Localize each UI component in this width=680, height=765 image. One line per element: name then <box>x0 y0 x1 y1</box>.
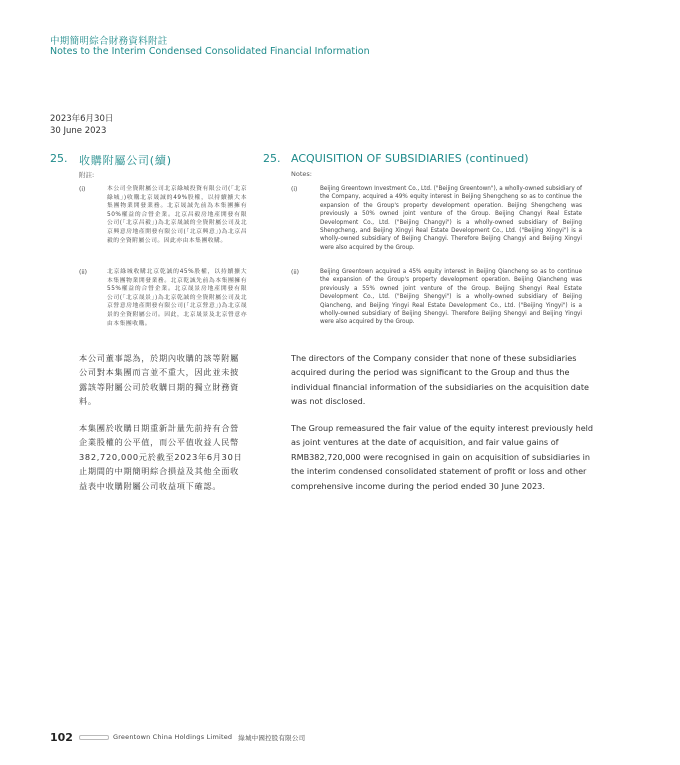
note-item-text-en: Beijing Greentown Investment Co., Ltd. ("Beijing Greentown"), a wholly-owned subsidiary of the Company, acquired a 49% equity interest in Beijing Shengcheng so as to continue the expansion of the Group's property development operation. Beijing Shengcheng was previously a 50% owned joint venture of the Group. Beijing Changyi Real Estate Development Co., Ltd. ("Beijing Changyi") is a wholly-owned subsidiary of Beijing Shengcheng, and Beijing Xingyi Real Estate Development Co., Ltd. ("Beijing Xingyi") is a wholly-owned subsidiary of Beijing Changyi. Therefore Beijing Changyi and Beijing Xingyi were also acquired by the Group. <box>320 186 582 251</box>
header-title-cn: 中期簡明綜合財務資料附註 <box>50 36 168 47</box>
report-date-en: 30 June 2023 <box>50 126 107 136</box>
note-item-text-cn: 北京綠城收購北京乾誠的45%股權，以持續擴大本集團物業開發業務。北京乾誠先前為本集團擁有55%權益的合營企業。北京晟景房地產開發有限公司(「北京晟景」)為北京乾誠的全資附屬公司及北京營意房地產開發有限公司(「北京營意」)為北京晟景的全資附屬公司。因此，北京晟景及北京營意亦由本集團收購。 <box>107 269 247 327</box>
note-item-text-en: Beijing Greentown acquired a 45% equity interest in Beijing Qiancheng so as to continue the expansion of the Group's property development operation. Beijing Qiancheng was previously a 55% owned joint venture of the Group. Beijing Shengyi Real Estate Development Co., Ltd. ("Beijing Shengyi") is a wholly-owned subsidiary of Beijing Qiancheng, and Beijing Yingyi Real Estate Development Co., Ltd. ("Beijing Yingyi") is a wholly-owned subsidiary of Beijing Shengyi. Therefore Beijing Shengyi and Beijing Yingyi were also acquired by the Group. <box>320 269 582 326</box>
footer-company-cn: 綠城中國控股有限公司 <box>238 733 306 742</box>
notes-label-en: Notes: <box>291 170 312 178</box>
section-number-en: 25. <box>263 152 281 165</box>
header-title-en: Notes to the Interim Condensed Consolidated Financial Information <box>50 46 370 57</box>
page-footer <box>50 730 305 744</box>
note-item-number-cn: (ii) <box>79 269 88 276</box>
notes-label-cn: 附註: <box>79 171 95 179</box>
footer-company-en: Greentown China Holdings Limited <box>112 733 233 741</box>
paragraph-cn: 本公司董事認為，於期內收購的該等附屬公司對本集團而言並不重大，因此並未披露該等附屬公司於收購日期的獨立財務資料。 <box>79 353 239 407</box>
section-title-en: ACQUISITION OF SUBSIDIARIES (continued) <box>291 152 529 165</box>
paragraph-cn: 本集團於收購日期重新計量先前持有合營企業股權的公平值，而公平值收益人民幣382,720,000元於截至2023年6月30日止期間的中期簡明綜合損益及其他全面收益表中收購附屬公司收益項下確認。 <box>79 423 243 491</box>
page-number: 102 <box>50 730 73 744</box>
footer-divider <box>79 735 109 740</box>
note-item-number-en: (ii) <box>291 269 300 276</box>
note-item-number-cn: (i) <box>79 186 86 193</box>
report-date <box>50 113 113 137</box>
section-number-cn: 25. <box>50 152 68 165</box>
paragraph-en: The Group remeasured the fair value of the equity interest previously held as joint ventures at the date of acquisition, and fair value gains of RMB382,720,000 were recognised in gain on acquisition of subsidiaries in the interim condensed consolidated statement of profit or loss and other comprehensive income during the period ended 30 June 2023. <box>291 423 594 491</box>
note-item-number-en: (i) <box>291 186 298 193</box>
section-title-cn: 收購附屬公司(續) <box>79 154 172 167</box>
report-date-cn: 2023年6月30日 <box>50 114 114 124</box>
paragraph-en: The directors of the Company consider that none of these subsidiaries acquired during the period was significant to the Group and thus the individual financial information of the subsidiaries on the acquisition date was not disclosed. <box>291 353 590 407</box>
note-item-text-cn: 本公司全資附屬公司北京綠城投資有限公司(「北京綠城」)收購北京晟誠的49%股權，以持續擴大本集團物業開發業務。北京晟誠先前為本集團擁有50%權益的合營企業。北京昌毅房地產開發有限公司(「北京昌毅」)為北京晟誠的全資附屬公司及北京興意房地產開發有限公司(「北京興意」)為北京昌毅的全資附屬公司。因此亦由本集團收購。 <box>107 186 247 244</box>
